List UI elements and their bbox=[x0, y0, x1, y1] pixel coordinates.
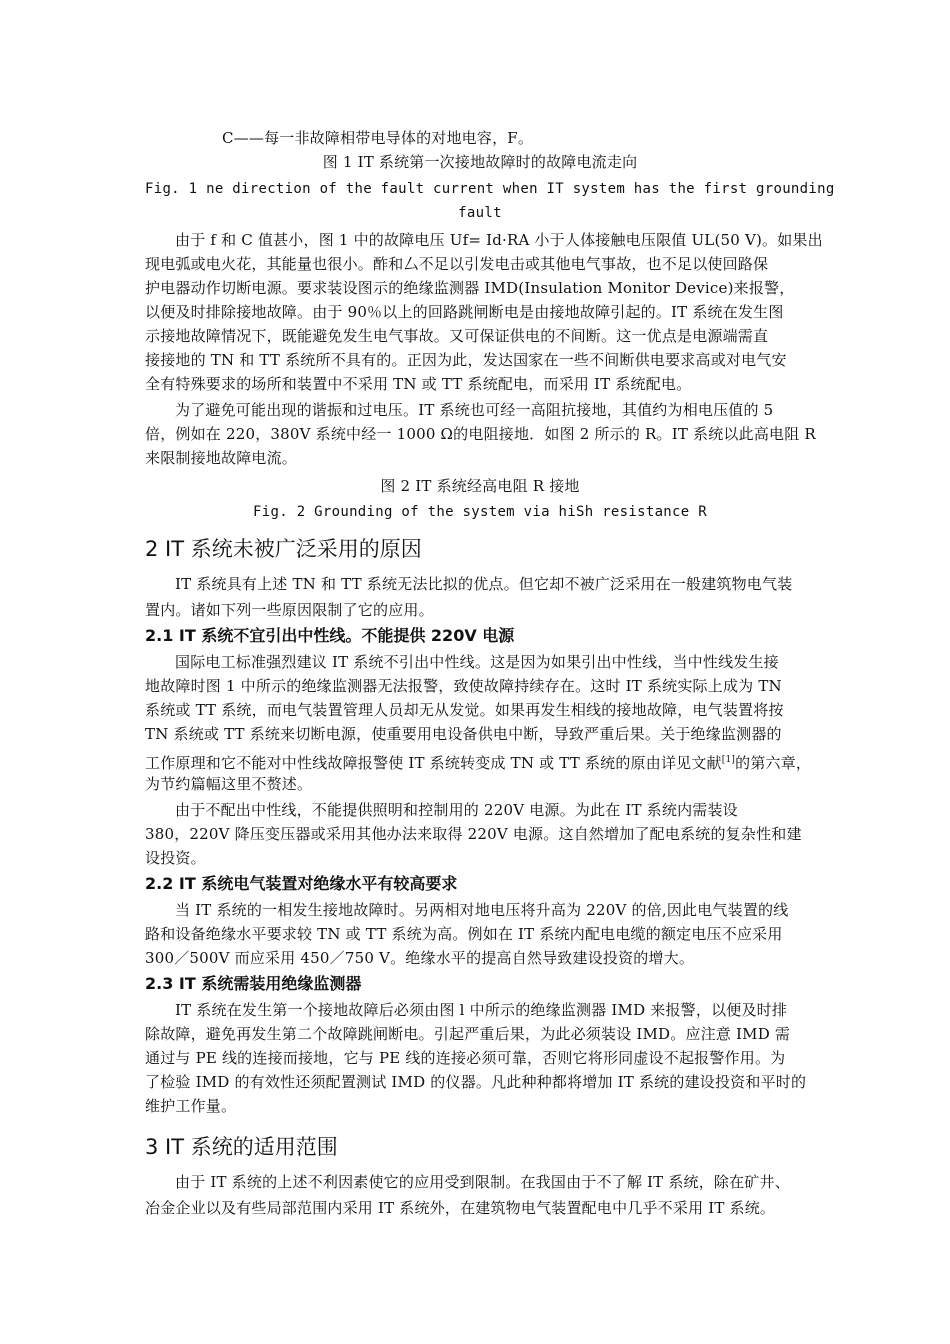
paragraph-line: 置内。诸如下列一些原因限制了它的应用。 bbox=[145, 601, 434, 619]
section-3-heading: 3 IT 系统的适用范围 bbox=[145, 1135, 338, 1159]
paragraph-line: 了检验 IMD 的有效性还须配置测试 IMD 的仪器。凡此种种都将增加 IT 系统的建设投资和平时的 bbox=[145, 1073, 807, 1091]
paragraph-line: 国际电工标准强烈建议 IT 系统不引出中性线。这是因为如果引出中性线，当中性线发生接 bbox=[175, 653, 779, 671]
paragraph-line: 通过与 PE 线的连接而接地，它与 PE 线的连接必须可靠，否则它将形同虚设不起报警作用。为 bbox=[145, 1049, 786, 1067]
paragraph-line: 300／500V 而应采用 450／750 V。绝缘水平的提高自然导致建设投资的增大。 bbox=[145, 949, 695, 967]
figure-2-caption-cn: 图 2 IT 系统经高电阻 R 接地 bbox=[380, 477, 580, 495]
paragraph-line: 全有特殊要求的场所和装置中不采用 TN 或 TT 系统配电，而采用 IT 系统配电。 bbox=[145, 375, 692, 393]
paragraph-line: 示接地故障情况下，既能避免发生电气事故。又可保证供电的不间断。这一优点是电源端需直 bbox=[145, 327, 769, 345]
paragraph-line: IT 系统在发生第一个接地故障后必须由图 l 中所示的绝缘监测器 IMD 来报警，以便及时排 bbox=[175, 1001, 788, 1019]
subsection-2-3-heading: 2.3 IT 系统需装用绝缘监测器 bbox=[145, 974, 362, 993]
paragraph-line: 以便及时排除接地故障。由于 90％以上的回路跳闸断电是由接地故障引起的。IT 系统在发生图 bbox=[145, 303, 784, 321]
subsection-2-1-heading: 2.1 IT 系统不宜引出中性线。不能提供 220V 电源 bbox=[145, 626, 515, 645]
paragraph-text: 的第六章， bbox=[735, 754, 812, 772]
paragraph-line: 路和设备绝缘水平要求较 TN 或 TT 系统为高。例如在 IT 系统内配电电缆的额定电压不应采用 bbox=[145, 925, 783, 943]
paragraph-line: 冶金企业以及有些局部范围内采用 IT 系统外，在建筑物电气装置配电中几乎不采用 IT 系统。 bbox=[145, 1199, 776, 1217]
paragraph-line bbox=[145, 748, 815, 775]
figure-2-caption-en: Fig. 2 Grounding of the system via hiSh resistance R bbox=[253, 504, 707, 520]
paragraph-line: 维护工作量。 bbox=[145, 1097, 237, 1115]
paragraph-line: 由于 IT 系统的上述不利因素使它的应用受到限制。在我国由于不了解 IT 系统，除在矿井、 bbox=[175, 1173, 790, 1191]
paragraph-line: 除故障，避免再发生第二个故障跳闸断电。引起严重后果，为此必须装设 IMD。应注意 IMD 需 bbox=[145, 1025, 791, 1043]
paragraph-line: 380，220V 降压变压器或采用其他办法来取得 220V 电源。这自然增加了配电系统的复杂性和建 bbox=[145, 825, 802, 843]
paragraph-line: 为了避免可能出现的谐振和过电压。IT 系统也可经一高阻抗接地，其值约为相电压值的 5 bbox=[175, 401, 774, 419]
paragraph-line: 护电器动作切断电源。要求装设图示的绝缘监测器 IMD(Insulation Monitor Device)来报警， bbox=[145, 279, 795, 297]
section-2-heading: 2 IT 系统未被广泛采用的原因 bbox=[145, 537, 422, 561]
paragraph-line: 由于不配出中性线，不能提供照明和控制用的 220V 电源。为此在 IT 系统内需装设 bbox=[175, 801, 738, 819]
paragraph-line: 地故障时图 1 中所示的绝缘监测器无法报警，致使故障持续存在。这时 IT 系统实际上成为 TN bbox=[145, 677, 782, 695]
paragraph-line: 倍，例如在 220，380V 系统中经一 1000 Ω的电阻接地．如图 2 所示的 R。IT 系统以此高电阻 R bbox=[145, 425, 816, 443]
paragraph-line: 系统或 TT 系统，而电气装置管理人员却无从发觉。如果再发生相线的接地故障，电气装置将按 bbox=[145, 701, 784, 719]
figure-1-caption-cn: 图 1 IT 系统第一次接地故障时的故障电流走向 bbox=[322, 153, 638, 171]
paragraph-line: IT 系统具有上述 TN 和 TT 系统无法比拟的优点。但它却不被广泛采用在一般建筑物电气装 bbox=[175, 575, 793, 593]
paragraph-line: 当 IT 系统的一相发生接地故障时。另两相对地电压将升高为 220V 的倍,因此电气装置的线 bbox=[175, 901, 789, 919]
paragraph-line: 设投资。 bbox=[145, 849, 206, 867]
paragraph-line: 来限制接地故障电流。 bbox=[145, 449, 298, 467]
figure-1-caption-en: Fig. 1 ne direction of the fault current when IT system has the first grounding bbox=[145, 181, 835, 197]
paragraph-line: 接接地的 TN 和 TT 系统所不具有的。正因为此，发达国家在一些不间断供电要求高或对电气安 bbox=[145, 351, 787, 369]
paragraph-text: 工作原理和它不能对中性线故障报警使 IT 系统转变成 TN 或 TT 系统的原由详见文献 bbox=[145, 754, 722, 772]
paragraph-line: 为节约篇幅这里不赘述。 bbox=[145, 775, 313, 793]
figure-1-caption-en-cont: fault bbox=[458, 205, 502, 221]
paragraph-line: TN 系统或 TT 系统来切断电源，使重要用电设备供电中断，导致严重后果。关于绝缘监测器的 bbox=[145, 725, 782, 743]
paragraph-line: 由于 f 和 C 值甚小，图 1 中的故障电压 Uf= Id·RA 小于人体接触电压限值 UL(50 V)。如果出 bbox=[175, 231, 823, 249]
symbol-definition: C——每一非故障相带电导体的对地电容，F。 bbox=[222, 129, 534, 147]
paragraph-line: 现电弧或电火花，其能量也很小。酢和厶不足以引发电击或其他电气事故，也不足以使回路保 bbox=[145, 255, 769, 273]
citation-reference: [1] bbox=[721, 755, 736, 765]
subsection-2-2-heading: 2.2 IT 系统电气装置对绝缘水平有较高要求 bbox=[145, 874, 458, 893]
